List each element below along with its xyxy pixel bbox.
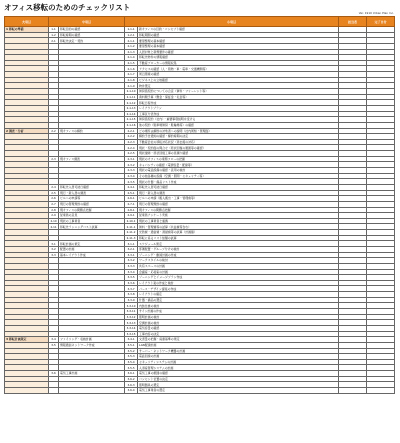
small-item-cell: 解約予告通知の確認・解約時期の決定	[138, 134, 339, 140]
mid-item-cell: 移転時期の確認	[59, 32, 125, 38]
mid-number-cell: 3-1	[49, 241, 59, 247]
table-row	[5, 388, 395, 394]
small-item-cell: 文書量の把握・廃棄基準の策定	[138, 337, 339, 343]
small-number-cell: 2-11-2	[125, 230, 138, 236]
mid-item-cell: 現状の工事業者	[59, 218, 125, 224]
mid-item-cell: 基本レイアウト作成	[59, 252, 125, 258]
header-date: 完了日付	[367, 17, 395, 27]
mid-item-cell: 移転計画の策定	[59, 241, 125, 247]
small-item-cell: 現状の什器・備品リスト作成	[138, 179, 339, 185]
small-item-cell: ビジネス上の立地確認	[138, 77, 339, 83]
small-number-cell: 2-9-1	[125, 213, 138, 219]
small-number-cell: 3-5-4	[125, 359, 138, 365]
small-item-cell: 光熱費・通信費・清掃費等の試算（計画値）	[138, 230, 339, 236]
person-input-cell[interactable]	[339, 388, 367, 394]
checklist-body	[5, 27, 395, 394]
mid-number-cell: 2-11	[50, 224, 57, 229]
small-number-cell: 3-6-1	[125, 371, 138, 377]
mid-number-cell: 1-1	[49, 27, 59, 33]
small-number-cell: 2-1-6	[125, 66, 138, 72]
small-number-cell: 3-5-3	[125, 354, 138, 360]
small-item-cell: どの場所は解約の対象者への説明（社内周知・管理面）	[138, 128, 339, 134]
small-number-cell: 3-3-7	[125, 286, 138, 292]
small-number-cell: 2-3-1	[125, 156, 138, 162]
small-number-cell: 3-5-1	[125, 342, 138, 348]
small-number-cell: 2-11-3	[125, 235, 138, 241]
small-item-cell: キャパシティの確認（電源容量・配線等）	[138, 162, 339, 168]
small-item-cell: 他の契約（駐車場賃貸・駐輪場等）の確認	[138, 122, 339, 128]
small-item-cell: 不動産ブローカーの情報収集	[138, 60, 339, 66]
small-item-cell: 共有スペースの計画	[138, 263, 339, 269]
mid-number-cell	[49, 388, 59, 394]
small-number-cell: 3-3-4	[125, 269, 138, 275]
small-item-cell: 入居対象と新規要件の確認	[138, 49, 339, 55]
small-number-cell: 3-3-3	[125, 263, 138, 269]
small-number-cell: 3-3-8	[125, 292, 138, 298]
mid-number-cell: 2-3	[49, 156, 59, 162]
small-number-cell: 3-6-4	[125, 388, 138, 394]
mid-item-cell: 情報通信ネットワーク作成	[59, 342, 125, 348]
small-item-cell: 内装仕様の検討	[138, 303, 339, 309]
mid-number-cell: 3-3	[49, 252, 59, 258]
small-number-cell: 2-1-5	[125, 60, 138, 66]
small-item-cell: 従業員アンケート実施	[138, 213, 339, 219]
mid-item-cell: ビルへの申請等	[59, 196, 125, 202]
small-number-cell: 2-3-5	[125, 179, 138, 185]
small-item-cell: 周辺環境の確認	[138, 72, 339, 78]
small-item-cell: 要望整理の基本確認	[138, 38, 339, 44]
small-item-cell: 要望整理の基本確認	[138, 43, 339, 49]
small-number-cell: 2-6-1	[125, 196, 138, 202]
small-item-cell: 移転先物件の情報確認	[138, 55, 339, 61]
mid-number-cell: 2-8	[49, 207, 59, 213]
small-number-cell: 2-4-1	[125, 184, 138, 190]
mid-item-cell: 現行・新入居の調査	[59, 190, 125, 196]
small-number-cell: 3-3-9	[125, 297, 138, 303]
mid-number-cell: 3-6	[49, 371, 59, 377]
small-item-cell: 賃貸借契約（社内）・重要事項説明を受ける	[138, 117, 339, 123]
mid-item-cell: 移転先入居可能日確認	[59, 184, 125, 190]
small-item-cell: 物件選定	[138, 83, 339, 89]
small-number-cell: 3-3-14	[125, 325, 138, 331]
small-item-cell: 現オフィスの問題点把握	[138, 207, 339, 213]
small-item-cell: 現状のオフィスの業務フローの把握	[138, 156, 339, 162]
small-number-cell: 2-1-8	[125, 77, 138, 83]
header-person: 担当者	[339, 17, 367, 27]
small-number-cell: 3-3-13	[125, 320, 138, 326]
small-item-cell: 移転先入居可能日確認	[138, 184, 339, 190]
checklist-table	[4, 16, 395, 394]
mid-number-cell: 2-6	[49, 196, 59, 202]
small-item-cell: パース・デザイン提案の作成	[138, 286, 339, 292]
header-category: 大項目	[5, 17, 49, 27]
small-item-cell: ゾーニングとイメージプラン作成	[138, 275, 339, 281]
page-title: オフィス移転のためのチェックリスト	[4, 3, 131, 12]
small-number-cell: 1-1-1	[125, 27, 138, 33]
small-number-cell: 3-3-15	[125, 331, 138, 337]
small-item-cell: 什器・備品の選定	[138, 297, 339, 303]
small-item-cell: ビルへの申請（搬入搬出・工事・管理費等）	[138, 196, 339, 202]
small-number-cell: 2-2-5	[125, 151, 138, 157]
small-number-cell: 2-7-1	[125, 201, 138, 207]
small-number-cell: 2-1-10	[125, 89, 138, 95]
small-item-cell: アクセスの確認（人・荷物・車・電車・交通機関等）	[138, 66, 339, 72]
small-number-cell: 3-6-2	[125, 376, 138, 382]
small-number-cell: 2-11-1	[125, 224, 138, 230]
mid-number-cell: 1-2	[49, 32, 59, 38]
mid-number-cell: 2-2	[49, 128, 59, 134]
small-item-cell: 照明器具の選定	[138, 382, 339, 388]
small-number-cell: 2-2-4	[125, 145, 138, 151]
mid-number-cell: 2-4	[49, 184, 59, 190]
small-number-cell: 2-3-2	[125, 162, 138, 168]
mid-item-cell: 現オフィスの問題点把握	[59, 207, 125, 213]
small-item-cell: 工事内容の決定	[138, 331, 339, 337]
mid-number-cell: 3-4	[49, 337, 59, 343]
small-item-cell: 電話回線の計画	[138, 354, 339, 360]
small-number-cell: 2-1-12	[125, 100, 138, 106]
mid-item-cell: 従業員の意見	[59, 213, 125, 219]
small-item-cell: 移転期間の確認	[138, 32, 339, 38]
small-item-cell: サーバー・ネットワーク機器の計画	[138, 348, 339, 354]
date-input-cell[interactable]	[367, 388, 395, 394]
small-item-cell: スケジュール策定	[138, 241, 339, 247]
small-item-cell: 現状・契約面の問合せ（原状回復の範囲等の確認）	[138, 145, 339, 151]
category-cell	[5, 388, 49, 394]
header-small-item: 小項目	[125, 17, 339, 27]
small-item-cell: 現状の電話設備の確認・流用の検討	[138, 168, 339, 174]
small-item-cell: 照明計画の検討	[138, 314, 339, 320]
small-number-cell: 1-2-1	[125, 32, 138, 38]
mid-item-cell: 配置の計画	[59, 246, 125, 252]
small-number-cell: 2-3-3	[125, 168, 138, 174]
small-number-cell: 2-1-16	[125, 122, 138, 128]
small-item-cell: レイアウト案の作成と検討	[138, 280, 339, 286]
small-number-cell: 3-3-1	[125, 252, 138, 258]
small-number-cell: 3-6-3	[125, 382, 138, 388]
mid-item-cell: ファイリング・収納計画	[59, 337, 125, 343]
small-item-cell: 空調計画の検討	[138, 320, 339, 326]
mid-number-cell: 2-9	[49, 213, 59, 219]
small-number-cell: 2-3-4	[125, 173, 138, 179]
category-cell: 3 移転計画策定	[5, 337, 49, 343]
mid-item-cell	[59, 388, 125, 394]
small-number-cell: 2-1-2	[125, 43, 138, 49]
small-item-cell: 現行の管理規約の確認	[138, 201, 339, 207]
header-mid-item: 中項目	[49, 17, 125, 27]
mid-item-cell: 電気工事計画	[59, 371, 125, 377]
small-number-cell: 2-1-13	[125, 105, 138, 111]
small-number-cell: 3-3-2	[125, 258, 138, 264]
small-item-cell: ゾーニング・動線計画の作成	[138, 252, 339, 258]
small-number-cell: 2-5-1	[125, 190, 138, 196]
category-cell: 2 調査・分析	[5, 128, 49, 134]
small-item-cell: レイアウトの確定	[138, 292, 339, 298]
mid-number-cell: 2-1	[49, 38, 59, 44]
category-cell: 1 移転の準備	[5, 27, 49, 33]
small-number-cell: 2-1-7	[125, 72, 138, 78]
small-item-cell: その他各種の設備（空調・照明・セキュリティ等）	[138, 173, 339, 179]
small-item-cell: 資料類予算（敷金・保証金・礼金等）	[138, 94, 339, 100]
mid-number-cell: 2-7	[49, 201, 59, 207]
mid-number-cell: 3-2	[49, 246, 59, 252]
mid-item-cell: 現オフィス調査	[59, 156, 125, 162]
small-item-cell: 入退室管理システムの計画	[138, 365, 339, 371]
mid-number-cell: 3-5	[49, 342, 59, 348]
small-number-cell: 2-1-9	[125, 83, 138, 89]
small-number-cell: 2-1-15	[125, 117, 138, 123]
small-number-cell: 2-10-1	[125, 218, 138, 224]
small-number-cell: 3-3-10	[125, 303, 138, 309]
small-number-cell: 3-5-2	[125, 348, 138, 354]
small-number-cell: 3-3-12	[125, 314, 138, 320]
header-row	[5, 17, 395, 27]
small-item-cell: サイン計画の作成	[138, 309, 339, 315]
small-number-cell: 2-1-1	[125, 38, 138, 44]
small-item-cell: LAN配線計画	[138, 342, 339, 348]
small-item-cell: 部署配置・グループ分けの検討	[138, 246, 339, 252]
mid-item-cell: 現オフィスの解約	[59, 128, 125, 134]
small-item-cell: ワークスタイルの検討	[138, 258, 339, 264]
small-item-cell: レイアウトプラン	[138, 105, 339, 111]
small-item-cell: 会議室・応接室の計画	[138, 269, 339, 275]
mid-item-cell: 現行の管理規約の確認	[59, 201, 125, 207]
small-number-cell: 3-3-11	[125, 309, 138, 315]
small-number-cell: 2-2-3	[125, 139, 138, 145]
small-item-cell: コンセント位置の決定	[138, 376, 339, 382]
small-number-cell: 3-5-5	[125, 365, 138, 371]
small-number-cell: 3-1-1	[125, 241, 138, 247]
mid-number-cell: 2-5	[49, 190, 59, 196]
small-item-cell: 電気工事業者の選定	[138, 388, 339, 394]
small-item-cell: 工事区分表作成	[138, 111, 339, 117]
small-number-cell: 2-8-1	[125, 207, 138, 213]
small-number-cell: 3-3-6	[125, 280, 138, 286]
small-item-cell: 移転に係るコスト総額の試算	[138, 235, 339, 241]
small-number-cell: 2-1-11	[125, 94, 138, 100]
small-item-cell: 電気工事の範囲の確認	[138, 371, 339, 377]
small-item-cell: 移転日程作成	[138, 100, 339, 106]
small-item-cell: セキュリティシステムの計画	[138, 359, 339, 365]
small-number-cell: 2-1-4	[125, 55, 138, 61]
small-item-cell: 賃料・管理費等の試算（共益費等含む）	[138, 224, 339, 230]
small-number-cell: 3-2-1	[125, 246, 138, 252]
small-number-cell: 2-1-3	[125, 49, 138, 55]
mid-item-cell: 移転目的の確認	[59, 27, 125, 33]
small-item-cell: 新オフィスの目的・コンセプト確認	[138, 27, 339, 33]
small-number-cell: 3-3-5	[125, 275, 138, 281]
mid-item-cell: 移転先決定・契約	[59, 38, 125, 44]
small-item-cell: 現状の工事業者と連携	[138, 218, 339, 224]
small-number-cell: 3-4-1	[125, 337, 138, 343]
small-number-cell: 2-2-1	[125, 128, 138, 134]
mid-number-cell: 2-10	[50, 219, 57, 223]
small-item-cell: 現状復帰・原状回復工事の見積り確認	[138, 151, 339, 157]
small-item-cell: 電気容量の確認	[138, 325, 339, 331]
version-label: Ver. 1910 Urban Plan Inc.	[358, 11, 394, 15]
mid-item-cell: 移転先ランニングコスト試算	[59, 224, 125, 230]
small-number-cell: 2-1-14	[125, 111, 138, 117]
small-item-cell: 現行・新入居の調査	[138, 190, 339, 196]
small-number-cell: 2-2-2	[125, 134, 138, 140]
small-item-cell: 不動産会社の移転対応状況（退去後の対応）	[138, 139, 339, 145]
small-item-cell: 賃貸借契約についての合意（賃料・フリーレント等）	[138, 89, 339, 95]
